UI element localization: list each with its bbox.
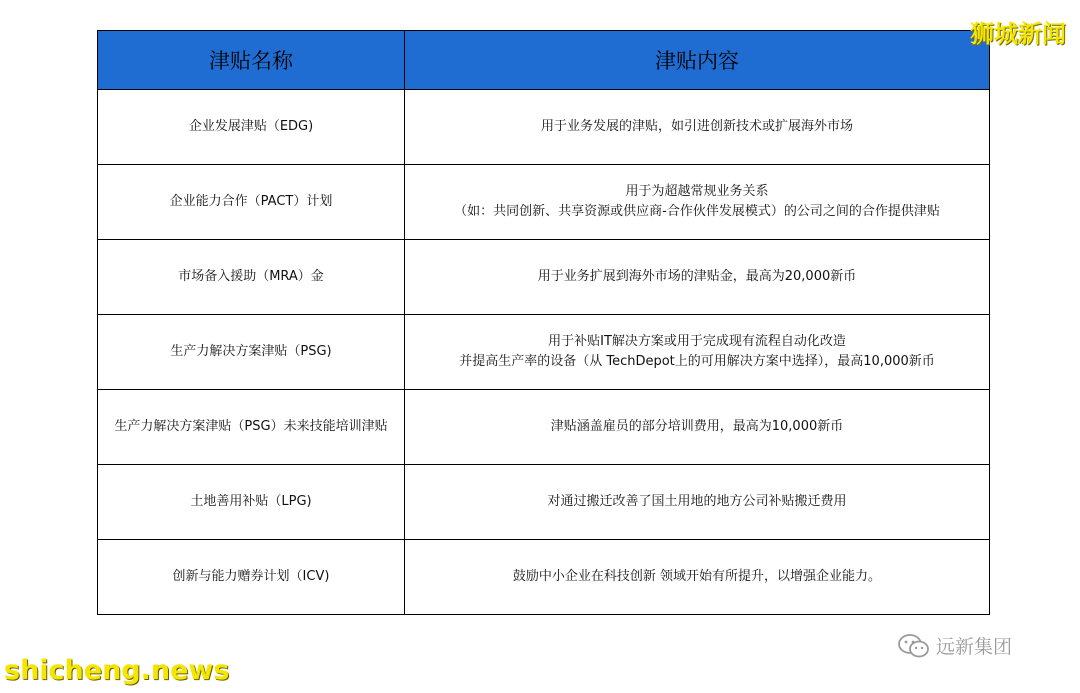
content-line: 用于补贴IT解决方案或用于完成现有流程自动化改造	[548, 334, 846, 349]
table-row	[98, 540, 990, 615]
grant-content	[405, 540, 990, 615]
watermark-bottom-left: shicheng.news	[4, 655, 230, 686]
content-line: 鼓励中小企业在科技创新 领域开始有所提升，以增强企业能力。	[512, 569, 882, 584]
table-row	[98, 240, 990, 315]
content-line: （如：共同创新、共享资源或供应商-合作伙伴发展模式）的公司之间的合作提供津贴	[454, 204, 940, 219]
grant-content	[405, 315, 990, 390]
table-row	[98, 390, 990, 465]
grant-name: 创新与能力赠券计划（ICV)	[98, 540, 405, 615]
grant-content	[405, 90, 990, 165]
grant-table	[97, 30, 990, 615]
wechat-watermark	[897, 632, 1012, 659]
content-line: 用于为超越常规业务关系	[625, 184, 769, 199]
table-row	[98, 465, 990, 540]
grant-name: 土地善用补贴（LPG)	[98, 465, 405, 540]
grant-name: 企业发展津贴（EDG)	[98, 90, 405, 165]
table-row	[98, 90, 990, 165]
content-line: 津贴涵盖雇员的部分培训费用，最高为10,000新币	[550, 419, 844, 434]
grant-content	[405, 465, 990, 540]
grant-content	[405, 240, 990, 315]
grant-content	[405, 390, 990, 465]
header-row	[98, 31, 990, 90]
grant-name: 市场备入援助（MRA）金	[98, 240, 405, 315]
content-line: 用于业务扩展到海外市场的津贴金，最高为20,000新币	[537, 269, 857, 284]
table-row	[98, 165, 990, 240]
table-row	[98, 315, 990, 390]
grant-name: 生产力解决方案津贴（PSG）未来技能培训津贴	[98, 390, 405, 465]
grant-content	[405, 165, 990, 240]
content-line: 对通过搬迁改善了国土用地的地方公司补贴搬迁费用	[547, 494, 847, 509]
grant-name: 生产力解决方案津贴（PSG)	[98, 315, 405, 390]
grant-name: 企业能力合作（PACT）计划	[98, 165, 405, 240]
content-line: 并提高生产率的设备（从 TechDepot上的可用解决方案中选择），最高10,000新币	[459, 354, 935, 369]
header-content: 津贴内容	[405, 31, 990, 90]
header-name: 津贴名称	[98, 31, 405, 90]
watermark-top-right: 狮城新闻	[970, 20, 1066, 48]
wechat-label: 远新集团	[936, 636, 1013, 658]
wechat-icon	[897, 633, 931, 659]
content-line: 用于业务发展的津贴，如引进创新技术或扩展海外市场	[540, 119, 853, 134]
